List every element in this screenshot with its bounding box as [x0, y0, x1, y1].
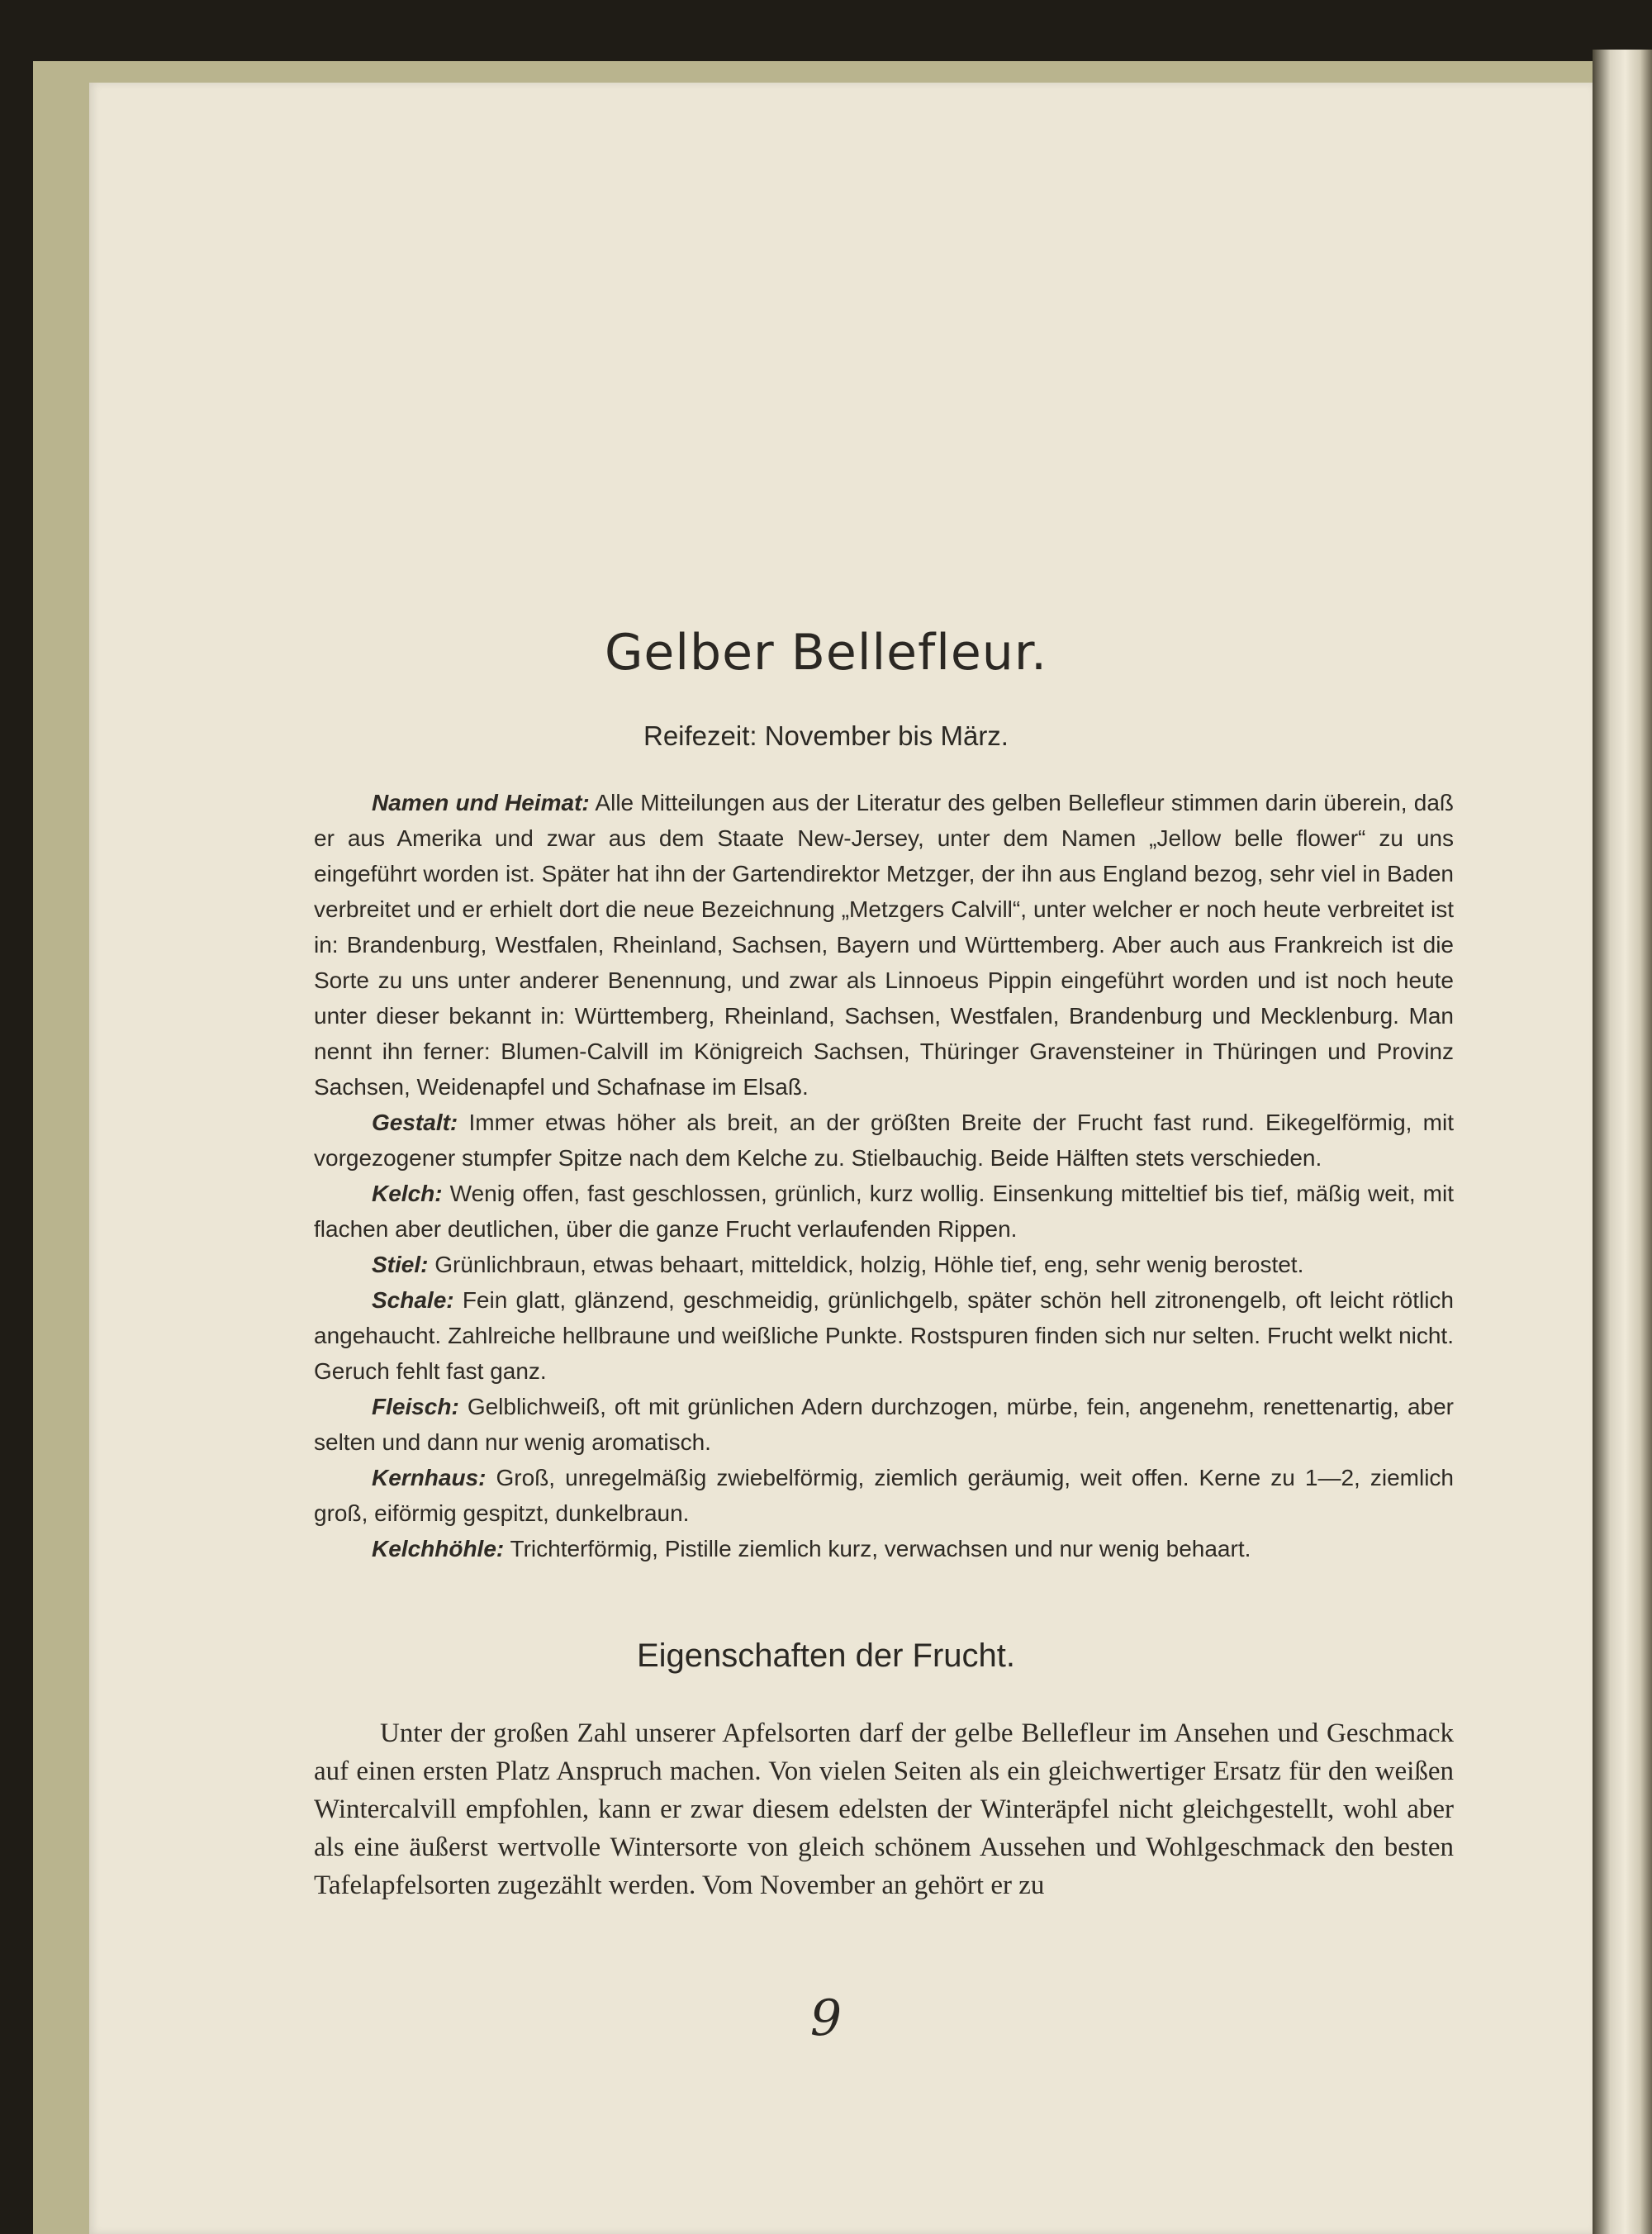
field-text: Wenig offen, fast geschlossen, grünlich, kurz wollig. Einsenkung mitteltief bis tief, mäßig weit, mit flachen aber deutlichen, über die ganze Frucht verlaufenden Rippen.: [314, 1181, 1454, 1242]
page-number: 9: [809, 1989, 843, 2047]
field-label: Kelchhöhle:: [372, 1536, 505, 1561]
field-text: Trichterförmig, Pistille ziemlich kurz, verwachsen und nur wenig behaart.: [510, 1536, 1251, 1561]
description-paragraph: [314, 785, 1454, 1105]
description-paragraph: [314, 1460, 1454, 1531]
field-text: Gelblichweiß, oft mit grünlichen Adern durchzogen, mürbe, fein, angenehm, renettenartig, aber selten und dann nur wenig aromatisch.: [314, 1394, 1454, 1455]
description-paragraph: [314, 1531, 1454, 1566]
description-paragraph: [314, 1105, 1454, 1176]
field-text: Groß, unregelmäßig zwiebelförmig, ziemlich geräumig, weit offen. Kerne zu 1—2, ziemlich groß, eiförmig gespitzt, dunkelbraun.: [314, 1465, 1454, 1526]
field-text: Fein glatt, glänzend, geschmeidig, grünlichgelb, später schön hell zitronengelb, oft leicht rötlich angehaucht. Zahlreiche hellbraune und weißliche Punkte. Rostspuren finden sich nur selten. Frucht welkt nicht. Geruch fehlt fast ganz.: [314, 1287, 1454, 1384]
field-text: Alle Mitteilungen aus der Literatur des gelben Bellefleur stimmen darin überein, daß er aus Amerika und zwar aus dem Staate New-Jersey, unter dem Namen „Jellow belle flower“ zu uns eingeführt worden ist. Später hat ihn der Gartendirektor Metzger, der ihn aus England bezog, sehr viel in Baden verbreitet und er erhielt dort die neue Bezeichnung „Metzgers Calvill“, unter welcher er noch heute verbreitet ist in: Brandenburg, Westfalen, Rheinland, Sachsen, Bayern und Württemberg. Aber auch aus Frankreich ist die Sorte zu uns unter anderer Benennung, und zwar als Linnoeus Pippin eingeführt worden und ist noch heute unter dieser bekannt in: Württemberg, Rheinland, Sachsen, Westfalen, Brandenburg und Mecklenburg. Man nennt ihn ferner: Blumen-Calvill im Königreich Sachsen, Thüringer Gravensteiner in Thüringen und Provinz Sachsen, Weidenapfel und Schafnase im Elsaß.: [314, 790, 1455, 1100]
description-paragraph: [314, 1176, 1454, 1247]
field-label: Kelch:: [372, 1181, 443, 1206]
field-label: Kernhaus:: [372, 1465, 487, 1490]
page-edge: [1593, 50, 1652, 2234]
field-label: Namen und Heimat:: [372, 790, 590, 815]
field-text: Immer etwas höher als breit, an der größten Breite der Frucht fast rund. Eikegelförmig, mit vorgezogener stumpfer Spitze nach dem Kelche zu. Stielbauchig. Beide Hälften stets verschieden.: [314, 1110, 1454, 1171]
page-title: Gelber Bellefleur.: [604, 624, 1048, 682]
section-heading: Eigenschaften der Frucht.: [636, 1637, 1016, 1674]
field-text: Grünlichbraun, etwas behaart, mitteldick, holzig, Höhle tief, eng, sehr wenig berostet.: [434, 1252, 1304, 1277]
description-paragraph: [314, 1282, 1454, 1389]
field-label: Fleisch:: [372, 1394, 459, 1419]
field-label: Stiel:: [372, 1252, 429, 1277]
field-label: Gestalt:: [372, 1110, 458, 1135]
description-paragraph: [314, 1247, 1454, 1282]
description-section: [314, 785, 1454, 1566]
description-paragraph: [314, 1389, 1454, 1460]
field-label: Schale:: [372, 1287, 454, 1313]
section-paragraph: Unter der großen Zahl unserer Apfelsorten darf der gelbe Bellefleur im Ansehen und Geschmack auf einen ersten Platz Anspruch machen. Von vielen Seiten als ein gleichwertiger Ersatz für den weißen Wintercalvill empfohlen, kann er zwar diesem edelsten der Winteräpfel nicht gleichgestellt, wohl aber als eine äußerst wertvolle Wintersorte von gleich schönem Aussehen und Wohlgeschmack den besten Tafelapfelsorten zugezählt werden. Vom November an gehört er zu: [314, 1718, 1454, 1900]
subtitle-ripening-time: Reifezeit: November bis März.: [643, 720, 1009, 751]
